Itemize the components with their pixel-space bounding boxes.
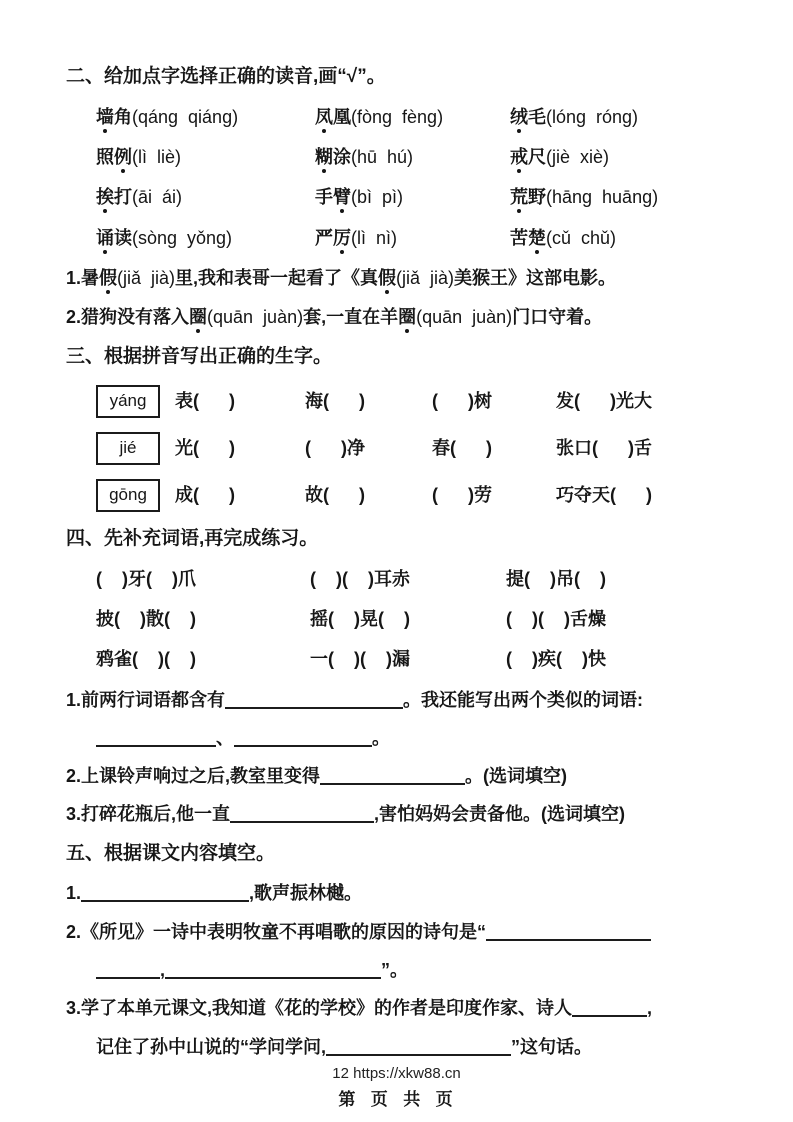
word-completion-item: 一( )( )漏 <box>310 649 410 670</box>
pinyin-choice-word: 戒尺(jiè xiè) <box>510 146 610 167</box>
section-5-question-1: 1. ,歌声振林樾。 <box>66 883 363 904</box>
fill-blank <box>81 888 249 902</box>
fill-blank <box>234 733 372 747</box>
pinyin-choice-word: 荒野(hāng huāng) <box>510 187 659 208</box>
write-char-item: 春( ) <box>432 438 492 459</box>
dotted-char: 例 <box>114 146 132 167</box>
pinyin-options: (fòng fèng) <box>351 106 444 127</box>
pinyin-options: (bì pì) <box>351 187 404 208</box>
footer-url: 12 https://xkw88.cn <box>332 1064 461 1082</box>
section-5-question-2: 2.《所见》一诗中表明牧童不再唱歌的原因的诗句是“ <box>66 920 737 944</box>
fill-blank <box>165 965 381 979</box>
item-number: 2. <box>66 307 82 328</box>
exercise-sentence-1: 1.暑假(jiǎ jià)里,我和表哥一起看了《真假(jiǎ jià)美猴王》这部电影。 <box>66 267 617 288</box>
word-completion-row <box>66 647 737 671</box>
word-completion-item: 披( )散( ) <box>96 609 196 629</box>
fill-blank <box>320 771 465 785</box>
dotted-char: 绒 <box>510 106 528 127</box>
dotted-char: 糊 <box>315 146 333 167</box>
pinyin-box: yáng <box>96 385 160 418</box>
word-completion-item: 鸦雀( )( ) <box>96 649 196 670</box>
fill-blank <box>96 965 160 979</box>
pinyin-choice-word: 手臂(bì pì) <box>315 187 404 208</box>
fill-blank <box>486 927 651 941</box>
write-char-item: ( )树 <box>432 391 492 412</box>
pinyin-word-row <box>66 145 737 169</box>
fill-blank <box>225 695 403 709</box>
pinyin-options: (jiǎ jià) <box>117 267 176 288</box>
dotted-char: 墙 <box>96 106 114 127</box>
dotted-char: 厉 <box>333 227 351 248</box>
dotted-char: 臂 <box>333 187 351 208</box>
exercise-sentence-2: 2.猎狗没有落入圈(quān juàn)套,一直在羊圈(quān juàn)门口守着。 <box>66 307 603 328</box>
dotted-char: 圈 <box>398 307 417 328</box>
section-4-title: 四、先补充词语,再完成练习。 <box>66 528 319 550</box>
dotted-char: 圈 <box>189 307 208 328</box>
pinyin-choice-word: 严厉(lì nì) <box>315 227 398 248</box>
pinyin-choice-word: 糊涂(hū hú) <box>315 146 414 167</box>
pinyin-write-row <box>66 432 737 465</box>
pinyin-options: (cǔ chǔ) <box>546 227 617 248</box>
pinyin-word-row <box>66 226 737 250</box>
section-5-question-3: 3.学了本单元课文,我知道《花的学校》的作者是印度作家、诗人 , <box>66 998 653 1019</box>
pinyin-choice-word: 诵读(sòng yǒng) <box>96 227 233 248</box>
fill-blank <box>96 733 216 747</box>
section-2-title: 二、给加点字选择正确的读音,画“√”。 <box>66 66 386 87</box>
pinyin-box: gōng <box>96 479 160 512</box>
dotted-char: 楚 <box>528 227 546 248</box>
dotted-char: 挨 <box>96 187 114 208</box>
dotted-char: 假 <box>99 267 118 288</box>
dotted-char: 戒 <box>510 146 528 167</box>
section-4-question-1-cont: 、 。 <box>66 726 737 750</box>
dotted-char: 凤 <box>315 106 333 127</box>
fill-blank <box>230 809 374 823</box>
pinyin-options: (hāng huāng) <box>546 187 659 208</box>
write-char-item: 发( )光大 <box>556 391 652 412</box>
word-completion-item: ( )牙( )爪 <box>96 568 196 589</box>
fill-blank <box>326 1042 511 1056</box>
pinyin-choice-word: 绒毛(lóng róng) <box>510 106 639 127</box>
pinyin-options: (āi ái) <box>132 187 183 208</box>
section-5-question-3-cont: 记住了孙中山说的“学问学问, ”这句话。 <box>96 1036 592 1057</box>
section-4-question-1: 1.前两行词语都含有 。我还能写出两个类似的词语: <box>66 689 644 710</box>
pinyin-options: (jiè xiè) <box>546 146 610 167</box>
dotted-char: 诵 <box>96 227 114 248</box>
fill-blank <box>572 1003 647 1017</box>
section-4-question-2: 2.上课铃声响过之后,教室里变得 。(选词填空) <box>66 766 568 787</box>
pinyin-write-row <box>66 385 737 418</box>
write-char-item: ( )劳 <box>432 485 492 506</box>
word-completion-item: ( )疾( )快 <box>506 649 606 670</box>
pinyin-choice-word: 墙角(qáng qiáng) <box>96 106 239 127</box>
section-3-title: 三、根据拼音写出正确的生字。 <box>66 346 333 368</box>
section-5-title: 五、根据课文内容填空。 <box>66 842 276 864</box>
pinyin-write-row <box>66 479 737 512</box>
pinyin-options: (lóng róng) <box>546 106 639 127</box>
pinyin-choice-word: 照例(lì liè) <box>96 146 181 167</box>
pinyin-choice-word: 挨打(āi ái) <box>96 187 183 208</box>
write-char-item: 表( ) <box>175 391 235 412</box>
word-completion-item: ( )( )耳赤 <box>310 568 410 589</box>
pinyin-choice-word: 苦楚(cǔ chǔ) <box>510 227 617 248</box>
write-char-item: ( )净 <box>305 438 365 459</box>
word-completion-item: 摇( )晃( ) <box>310 609 410 629</box>
pinyin-options: (lì nì) <box>351 227 398 248</box>
word-completion-row <box>66 607 737 631</box>
section-5-question-2-cont: , ”。 <box>66 958 737 982</box>
write-char-item: 海( ) <box>305 391 365 412</box>
pinyin-options: (quān juàn) <box>416 307 513 328</box>
pinyin-options: (hū hú) <box>351 146 414 167</box>
write-char-item: 成( ) <box>175 485 235 506</box>
write-char-item: 巧夺天( ) <box>556 485 652 506</box>
dotted-char: 荒 <box>510 187 528 208</box>
pinyin-word-row <box>66 105 737 129</box>
write-char-item: 张口( )舌 <box>556 438 652 459</box>
pinyin-choice-word: 凤凰(fòng fèng) <box>315 106 444 127</box>
footer-page-indicator: 第 页 共 页 <box>338 1090 455 1110</box>
pinyin-options: (quān juàn) <box>207 307 304 328</box>
item-number: 1. <box>66 267 82 288</box>
pinyin-options: (sòng yǒng) <box>132 227 233 248</box>
pinyin-box: jié <box>96 432 160 465</box>
dotted-char: 假 <box>378 267 397 288</box>
pinyin-options: (qáng qiáng) <box>132 106 239 127</box>
pinyin-options: (jiǎ jià) <box>396 267 455 288</box>
word-completion-item: 提( )吊( ) <box>506 568 606 589</box>
section-4-question-3: 3.打碎花瓶后,他一直 ,害怕妈妈会责备他。(选词填空) <box>66 804 626 825</box>
pinyin-options: (lì liè) <box>132 146 181 167</box>
write-char-item: 故( ) <box>305 485 365 506</box>
word-completion-row <box>66 567 737 591</box>
write-char-item: 光( ) <box>175 438 235 459</box>
word-completion-item: ( )( )舌燥 <box>506 609 606 629</box>
pinyin-word-row <box>66 185 737 209</box>
